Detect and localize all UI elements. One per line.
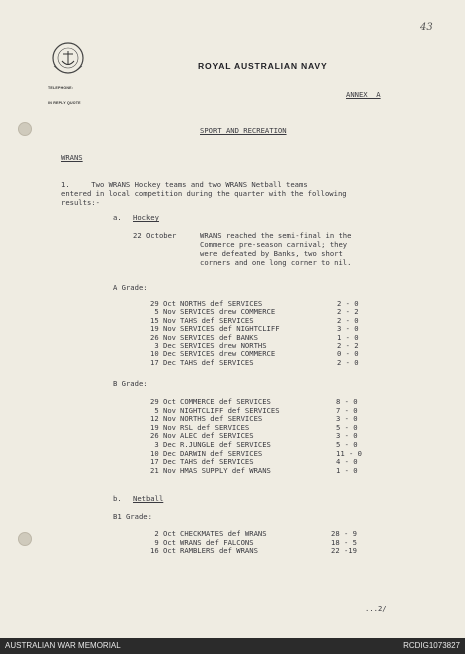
result-text: NORTHS def SERVICES xyxy=(180,299,263,308)
footer-reference: RCDIG1073827 xyxy=(403,641,460,650)
result-score: 18 - 5 xyxy=(331,537,357,547)
result-date: 17 Dec xyxy=(150,457,176,467)
result-date: 19 Nov xyxy=(150,422,176,432)
result-score: 5 - 0 xyxy=(336,422,358,432)
hockey-date: 22 October xyxy=(133,231,177,240)
continuation-marker: ...2/ xyxy=(365,604,387,613)
hockey-note-1: WRANS reached the semi-final in the xyxy=(200,231,352,240)
result-date: 15 Nov xyxy=(150,315,176,325)
result-text: WRANS def FALCONS xyxy=(180,537,254,547)
result-text: ALEC def SERVICES xyxy=(180,431,254,441)
result-score: 1 - 0 xyxy=(336,465,358,475)
result-score: 1 - 0 xyxy=(337,332,359,342)
result-score: 5 - 0 xyxy=(336,440,358,449)
section-heading: SPORT AND RECREATION xyxy=(200,126,287,135)
result-text: TAHS def SERVICES xyxy=(180,457,254,467)
result-text: RAMBLERS def WRANS xyxy=(180,546,258,556)
result-text: NIGHTCLIFF def SERVICES xyxy=(180,405,280,415)
result-text: SERVICES def NIGHTCLIFF xyxy=(180,324,280,334)
result-score: 3 - 0 xyxy=(337,324,359,334)
footer-source: AUSTRALIAN WAR MEMORIAL xyxy=(5,641,121,650)
result-text: TAHS def SERVICES xyxy=(180,357,254,367)
result-score: 22 -19 xyxy=(331,546,357,556)
hockey-title: Hockey xyxy=(133,213,159,222)
reply-quote-label: IN REPLY QUOTE xyxy=(48,101,81,105)
result-score: 7 - 0 xyxy=(336,405,358,415)
hockey-note-2: Commerce pre-season carnival; they xyxy=(200,240,348,249)
intro-line-2: entered in local competition during the quarter with the following xyxy=(61,189,347,198)
result-date: 9 Oct xyxy=(154,537,176,547)
hockey-note-4: corners and one long corner to nil. xyxy=(200,258,352,267)
result-score: 4 - 0 xyxy=(336,457,358,467)
hockey-label: a. xyxy=(113,213,122,222)
letterhead-title: ROYAL AUSTRALIAN NAVY xyxy=(198,61,328,71)
result-date: 17 Dec xyxy=(150,357,176,367)
result-text: HMAS SUPPLY def WRANS xyxy=(180,465,271,475)
result-score: 3 - 0 xyxy=(336,431,358,441)
result-score: 2 - 2 xyxy=(337,307,359,317)
punch-hole-top xyxy=(18,122,32,136)
result-date: 10 Dec xyxy=(150,349,176,359)
result-date: 12 Nov xyxy=(150,414,176,424)
result-date: 19 Nov xyxy=(150,324,176,334)
result-score: 2 - 0 xyxy=(337,315,359,325)
result-date: 21 Nov xyxy=(150,465,176,475)
hockey-note-3: were defeated by Banks, two short xyxy=(200,249,343,258)
result-text: SERVICES drew NORTHS xyxy=(180,341,267,350)
result-date: 5 Nov xyxy=(154,307,176,317)
archive-footer xyxy=(0,638,465,654)
result-text: SERVICES drew COMMERCE xyxy=(180,307,276,317)
result-date: 26 Nov xyxy=(150,431,176,441)
result-score: 8 - 0 xyxy=(336,397,358,406)
result-text: DARWIN def SERVICES xyxy=(180,448,263,458)
handwritten-page-number: 43 xyxy=(420,22,433,33)
result-text: RSL def SERVICES xyxy=(180,422,250,432)
result-score: 28 - 9 xyxy=(331,529,357,538)
result-text: CHECKMATES def WRANS xyxy=(180,529,267,538)
result-text: COMMERCE def SERVICES xyxy=(180,397,271,406)
netball-label: b. xyxy=(113,494,122,503)
result-date: 10 Dec xyxy=(150,448,176,458)
result-text: SERVICES drew COMMERCE xyxy=(180,349,276,359)
result-text: TAHS def SERVICES xyxy=(180,315,254,325)
intro-line-3: results:- xyxy=(61,198,100,207)
intro-line-1: 1. Two WRANS Hockey teams and two WRANS Netball teams xyxy=(61,180,308,189)
punch-hole-bottom xyxy=(18,532,32,546)
wrans-heading: WRANS xyxy=(61,153,83,162)
netball-title: Netball xyxy=(133,494,164,503)
telephone-label: TELEPHONE: xyxy=(48,86,74,90)
result-text: NORTHS def SERVICES xyxy=(180,414,263,424)
result-date: 3 Dec xyxy=(154,341,176,350)
result-date: 5 Nov xyxy=(154,405,176,415)
b-grade-label: B Grade: xyxy=(113,379,148,388)
result-date: 29 Oct xyxy=(150,299,176,308)
result-score: 3 - 0 xyxy=(336,414,358,424)
annex-label: ANNEX A xyxy=(346,90,381,99)
result-date: 3 Dec xyxy=(154,440,176,449)
a-grade-label: A Grade: xyxy=(113,283,148,292)
result-score: 2 - 0 xyxy=(337,357,359,367)
result-score: 2 - 2 xyxy=(337,341,359,350)
result-date: 29 Oct xyxy=(150,397,176,406)
result-date: 16 Oct xyxy=(150,546,176,556)
result-date: 2 Oct xyxy=(154,529,176,538)
result-score: 2 - 0 xyxy=(337,299,359,308)
result-text: SERVICES def BANKS xyxy=(180,332,258,342)
result-text: R.JUNGLE def SERVICES xyxy=(180,440,271,449)
b1-grade-label: B1 Grade: xyxy=(113,512,152,521)
result-date: 26 Nov xyxy=(150,332,176,342)
navy-crest-icon xyxy=(48,40,88,84)
result-score: 11 - 0 xyxy=(336,448,362,458)
result-score: 0 - 0 xyxy=(337,349,359,359)
